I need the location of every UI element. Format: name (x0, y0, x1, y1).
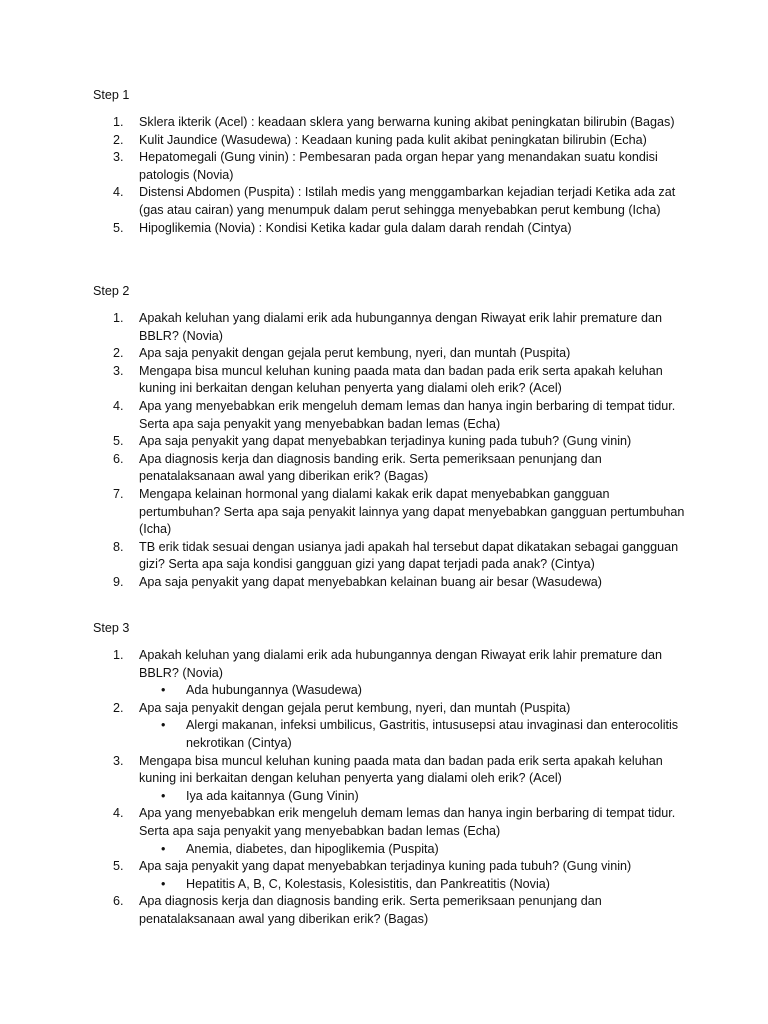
list-item: 1. Apakah keluhan yang dialami erik ada hubungannya dengan Riwayat erik lahir premature dan BBLR? (Novia) • Ada hubungannya (Wasudewa) (93, 647, 693, 700)
step-2-heading: Step 2 (93, 284, 130, 298)
list-item: 3. Mengapa bisa muncul keluhan kuning paada mata dan badan pada erik serta apakah keluhan kuning ini berkaitan dengan keluhan penyerta yang dialami oleh erik? (Acel) • Iya ada kaitannya (Gung Vinin) (93, 753, 693, 806)
list-item: 1. Sklera ikterik (Acel) : keadaan sklera yang berwarna kuning akibat peningkatan bilirubin (Bagas) (113, 115, 675, 129)
list-item: 4. Distensi Abdomen (Puspita) : Istilah medis yang menggambarkan kejadian terjadi Ketika ada zat (gas atau cairan) yang menumpuk dalam perut sehingga menyebabkan perut kembung (Icha) (113, 185, 676, 217)
bullet-icon: • (161, 841, 166, 856)
answer-list (139, 876, 693, 894)
answer-item: • Hepatitis A, B, C, Kolestasis, Kolesistitis, dan Pankreatitis (Novia) (139, 876, 693, 894)
list-item: 2. Apa saja penyakit dengan gejala perut kembung, nyeri, dan muntah (Puspita) • Alergi makanan, infeksi umbilicus, Gastritis, intususepsi atau invaginasi dan enterocolitis nekrotikan (Cintya) (93, 700, 693, 753)
list-item: 4. Apa yang menyebabkan erik mengeluh demam lemas dan hanya ingin berbaring di tempat tidur. Serta apa saja penyakit yang menyebabkan badan lemas (Echa) • Anemia, diabetes, dan hipoglikemia (Puspita) (93, 805, 693, 858)
answer-item: • Iya ada kaitannya (Gung Vinin) (139, 788, 693, 806)
bullet-icon: • (161, 876, 166, 891)
list-item: 5. Apa saja penyakit yang dapat menyebabkan terjadinya kuning pada tubuh? (Gung vinin) • Hepatitis A, B, C, Kolestasis, Kolesistitis, dan Pankreatitis (Novia) (93, 858, 693, 893)
list-item: 9. Apa saja penyakit yang dapat menyebabkan kelainan buang air besar (Wasudewa) (113, 574, 602, 589)
list-item: 1. Apakah keluhan yang dialami erik ada hubungannya dengan Riwayat erik lahir premature dan BBLR? (Novia) (113, 311, 662, 343)
bullet-icon: • (161, 788, 166, 803)
list-item: 2. Apa saja penyakit dengan gejala perut kembung, nyeri, dan muntah (Puspita) (113, 346, 571, 361)
bullet-icon: • (161, 718, 166, 733)
step-3-list (93, 647, 693, 929)
answer-item: • Anemia, diabetes, dan hipoglikemia (Puspita) (139, 841, 693, 859)
list-item: 6. Apa diagnosis kerja dan diagnosis banding erik. Serta pemeriksaan penunjang dan penatalaksanaan awal yang diberikan erik? (Bagas) (113, 451, 602, 484)
answer-list (139, 788, 693, 806)
list-item: 4. Apa yang menyebabkan erik mengeluh demam lemas dan hanya ingin berbaring di tempat tidur. Serta apa saja penyakit yang menyebabkan badan lemas (Echa) (113, 398, 676, 431)
list-item: 3. Hepatomegali (Gung vinin) : Pembesaran pada organ hepar yang menandakan suatu kondisi patologis (Novia) (113, 150, 658, 182)
answer-list (139, 841, 693, 859)
step-2-list (93, 310, 693, 592)
list-item: 8. TB erik tidak sesuai dengan usianya jadi apakah hal tersebut dapat dikatakan sebagai gangguan gizi? Serta apa saja kondisi gangguan gizi yang dapat terjadi pada anak? (Cintya) (113, 539, 679, 572)
list-item: 3. Mengapa bisa muncul keluhan kuning paada mata dan badan pada erik serta apakah keluhan kuning ini berkaitan dengan keluhan penyerta yang dialami oleh erik? (Acel) (113, 363, 663, 396)
step-1-list (93, 114, 693, 237)
list-item: 2. Kulit Jaundice (Wasudewa) : Keadaan kuning pada kulit akibat peningkatan bilirubin (Echa) (113, 132, 647, 147)
step-1-heading: Step 1 (93, 88, 130, 102)
answer-list (139, 717, 693, 752)
answer-list (139, 682, 693, 700)
list-item: 5. Apa saja penyakit yang dapat menyebabkan terjadinya kuning pada tubuh? (Gung vinin) (113, 434, 632, 449)
list-item: 5. Hipoglikemia (Novia) : Kondisi Ketika kadar gula dalam darah rendah (Cintya) (113, 220, 572, 235)
step-3-heading: Step 3 (93, 621, 130, 635)
answer-item: • Alergi makanan, infeksi umbilicus, Gastritis, intususepsi atau invaginasi dan enterocolitis nekrotikan (Cintya) (161, 718, 679, 750)
list-item: 6. Apa diagnosis kerja dan diagnosis banding erik. Serta pemeriksaan penunjang dan penatalaksanaan awal yang diberikan erik? (Bagas) (113, 894, 602, 926)
answer-item: • Ada hubungannya (Wasudewa) (139, 682, 693, 700)
list-item: 7. Mengapa kelainan hormonal yang dialami kakak erik dapat menyebabkan gangguan pertumbuhan? Serta apa saja penyakit lainnya yang dapat menyebabkan gangguan pertumbuhan (Icha) (113, 486, 685, 537)
bullet-icon: • (161, 683, 166, 698)
